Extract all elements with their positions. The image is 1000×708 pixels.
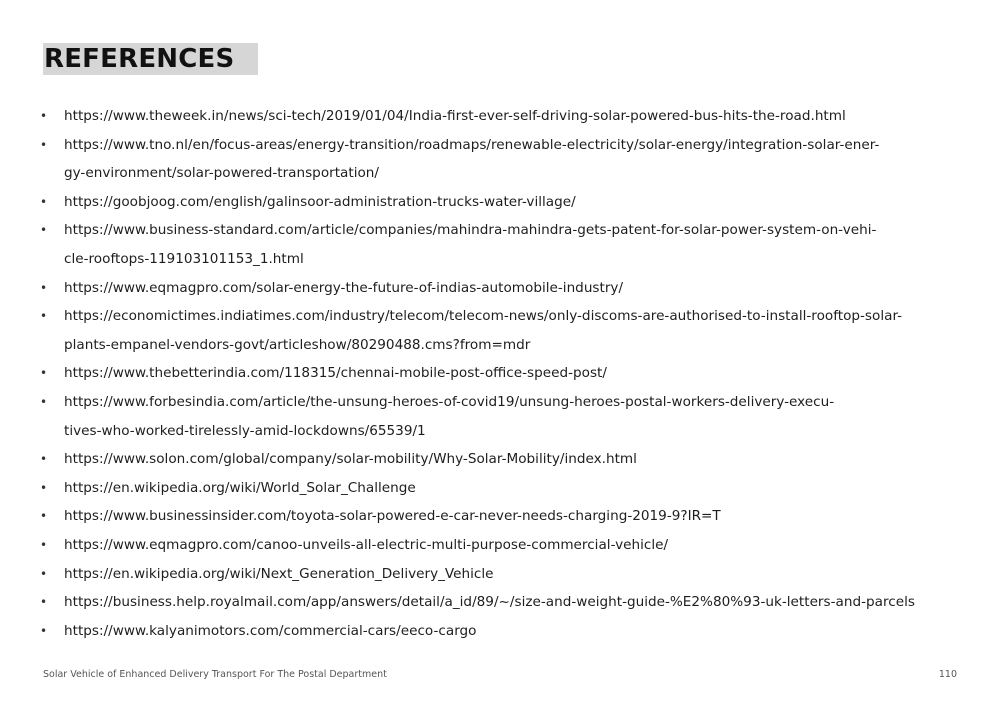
reference-item — [40, 388, 960, 445]
reference-item — [40, 274, 960, 303]
page-heading-text: REFERENCES — [44, 44, 235, 74]
reference-item — [40, 502, 960, 531]
page-heading — [43, 43, 258, 75]
reference-link[interactable]: https://www.businessinsider.com/toyota-solar-powered-e-car-never-needs-charging-2019-9?IR=T — [64, 508, 721, 525]
reference-item — [40, 216, 960, 273]
reference-link-continuation[interactable]: tives-who-worked-tirelessly-amid-lockdowns/65539/1 — [64, 422, 426, 439]
reference-link[interactable]: https://economictimes.indiatimes.com/industry/telecom/telecom-news/only-discoms-are-authorised-to-install-rooftop-solar- — [64, 308, 903, 325]
reference-link[interactable]: https://www.thebetterindia.com/118315/chennai-mobile-post-office-speed-post/ — [64, 365, 607, 382]
reference-link[interactable]: https://www.theweek.in/news/sci-tech/2019/01/04/India-first-ever-self-driving-solar-powered-bus-hits-the-road.html — [64, 108, 846, 124]
reference-link-continuation[interactable]: plants-empanel-vendors-govt/articleshow/80290488.cms?from=mdr — [64, 336, 531, 353]
reference-link[interactable]: https://goobjoog.com/english/galinsoor-administration-trucks-water-village/ — [64, 193, 576, 210]
reference-link[interactable]: https://www.business-standard.com/article/companies/mahindra-mahindra-gets-patent-for-solar-power-system-on-vehi- — [64, 222, 877, 239]
reference-list — [40, 102, 960, 645]
footer-document-title: Solar Vehicle of Enhanced Delivery Transport For The Postal Department — [43, 669, 387, 680]
reference-item — [40, 588, 960, 617]
reference-link-continuation[interactable]: cle-rooftops-119103101153_1.html — [64, 250, 304, 267]
footer-page-number: 110 — [938, 669, 957, 680]
reference-item — [40, 474, 960, 503]
reference-link[interactable]: https://www.kalyanimotors.com/commercial-cars/eeco-cargo — [64, 622, 477, 639]
reference-link[interactable]: https://en.wikipedia.org/wiki/World_Solar_Challenge — [64, 479, 416, 496]
reference-link[interactable]: https://en.wikipedia.org/wiki/Next_Generation_Delivery_Vehicle — [64, 565, 494, 582]
reference-item — [40, 560, 960, 589]
reference-link[interactable]: https://www.tno.nl/en/focus-areas/energy-transition/roadmaps/renewable-electricity/solar-energy/integration-solar-ener- — [64, 136, 880, 153]
reference-item — [40, 445, 960, 474]
reference-item — [40, 359, 960, 388]
reference-link-continuation[interactable]: gy-environment/solar-powered-transportation/ — [64, 165, 379, 182]
reference-item — [40, 131, 960, 188]
reference-item — [40, 102, 960, 131]
reference-item — [40, 617, 960, 646]
reference-item — [40, 531, 960, 560]
reference-item — [40, 302, 960, 359]
reference-link[interactable]: https://www.eqmagpro.com/solar-energy-the-future-of-indias-automobile-industry/ — [64, 279, 624, 296]
reference-link[interactable]: https://www.eqmagpro.com/canoo-unveils-all-electric-multi-purpose-commercial-vehicle/ — [64, 536, 669, 553]
reference-link[interactable]: https://www.solon.com/global/company/solar-mobility/Why-Solar-Mobility/index.html — [64, 451, 637, 468]
reference-link[interactable]: https://www.forbesindia.com/article/the-unsung-heroes-of-covid19/unsung-heroes-postal-workers-delivery-execu- — [64, 393, 835, 410]
reference-item — [40, 188, 960, 217]
reference-link[interactable]: https://business.help.royalmail.com/app/answers/detail/a_id/89/~/size-and-weight-guide-%E2%80%93-uk-letters-and-parcels — [64, 594, 915, 611]
